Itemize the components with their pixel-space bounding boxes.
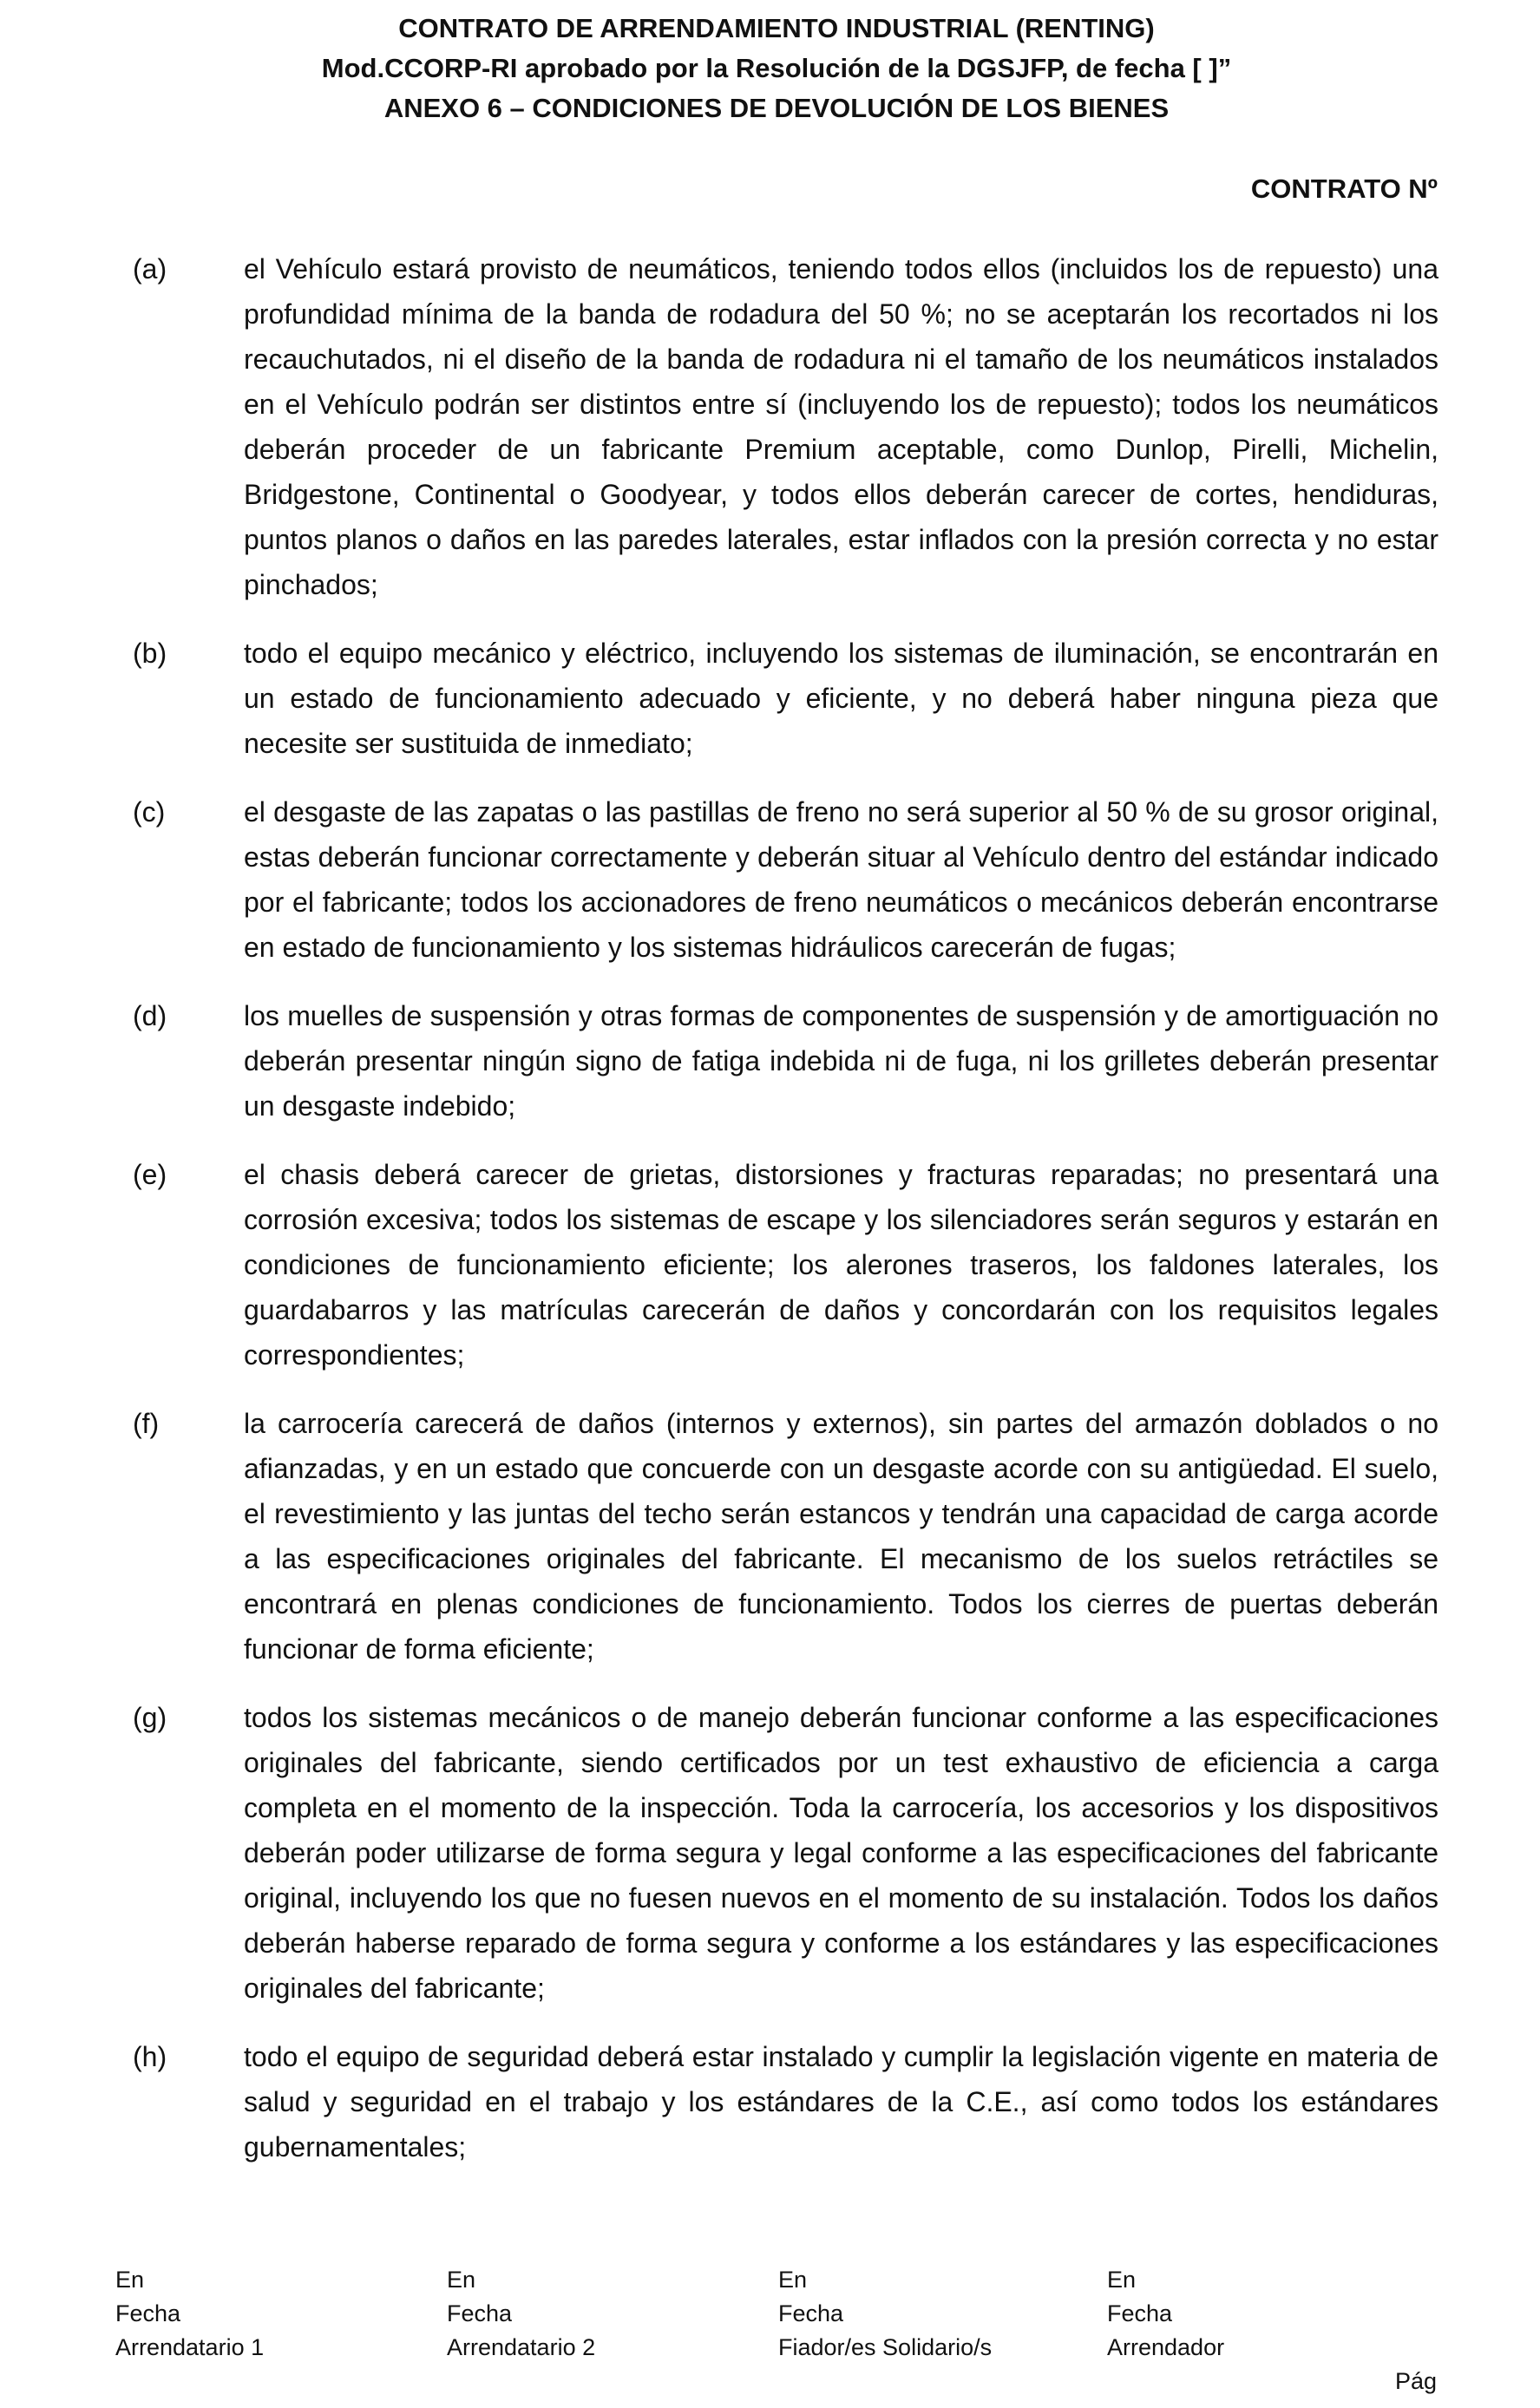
clause-label: (g) [133,1702,167,1733]
signature-role: Arrendador [1107,2334,1225,2360]
clause-text: el desgaste de las zapatas o las pastillas de freno no será superior al 50 % de su grosor original, estas deberán funcionar correctamente y deberán situar al Vehículo dentro del estándar indicado por el fabricante; todos los accionadores de freno neumáticos o mecánicos deberán encontrarse en estado de funcionamiento y los sistemas hidráulicos carecerán de fugas; [244,796,1438,963]
clause-g [133,1695,1438,2011]
clause-list [133,246,1438,2193]
clause-text: los muelles de suspensión y otras formas de componentes de suspensión y de amortiguación no deberán presentar ningún signo de fatiga indebida ni de fuga, ni los grilletes deberán presentar un desgaste indebido; [244,1000,1438,1122]
signature-place: En [447,2267,476,2293]
clause-text: el Vehículo estará provisto de neumáticos, teniendo todos ellos (incluidos los de repuesto) una profundidad mínima de la banda de rodadura del 50 %; no se aceptarán los recortados ni los recauchutados, ni el diseño de la banda de rodadura ni el tamaño de los neumáticos instalados en el Vehículo podrán ser distintos entre sí (incluyendo los de repuesto); todos los neumáticos deberán proceder de un fabricante Premium aceptable, como Dunlop, Pirelli, Michelin, Bridgestone, Continental o Goodyear, y todos ellos deberán carecer de cortes, hendiduras, puntos planos o daños en las paredes laterales, estar inflados con la presión correcta y no estar pinchados; [244,253,1438,600]
clause-h [133,2034,1438,2169]
clause-label: (b) [133,638,167,669]
clause-d [133,993,1438,1129]
signature-arrendatario-2 [447,2263,777,2365]
clause-label: (f) [133,1408,160,1439]
clause-text: todo el equipo mecánico y eléctrico, incluyendo los sistemas de iluminación, se encontrarán en un estado de funcionamiento adecuado y eficiente, y no deberá haber ninguna pieza que necesite ser sustituida de inmediato; [244,638,1438,759]
signature-place: En [778,2267,808,2293]
contract-number-label: CONTRATO Nº [1250,173,1438,204]
signature-role: Arrendatario 1 [115,2334,265,2360]
clause-text: todo el equipo de seguridad deberá estar instalado y cumplir la legislación vigente en materia de salud y seguridad en el trabajo y los estándares de la C.E., así como todos los estándares gubernamentales; [244,2041,1438,2163]
clause-c [133,789,1438,970]
signature-place: En [115,2267,145,2293]
signature-arrendatario-1 [115,2263,445,2365]
clause-label: (d) [133,1000,167,1031]
header-title: CONTRATO DE ARRENDAMIENTO INDUSTRIAL (RENTING) [398,13,1155,43]
signature-arrendador [1107,2263,1437,2365]
signature-fiador [778,2263,1108,2365]
clause-f [133,1401,1438,1672]
page-number-label: Pág [1394,2368,1437,2394]
signature-place: En [1107,2267,1137,2293]
signature-role: Fiador/es Solidario/s [778,2334,993,2360]
clause-label: (h) [133,2041,167,2072]
signature-date: Fecha [778,2300,844,2326]
signature-date: Fecha [1107,2300,1173,2326]
signature-date: Fecha [115,2300,181,2326]
clause-label: (e) [133,1159,167,1190]
clause-a [133,246,1438,607]
clause-label: (c) [133,796,166,828]
clause-text: todos los sistemas mecánicos o de manejo deberán funcionar conforme a las especificaciones originales del fabricante, siendo certificados por un test exhaustivo de eficiencia a carga completa en el momento de la inspección. Toda la carrocería, los accesorios y los dispositivos deberán poder utilizarse de forma segura y legal conforme a las especificaciones del fabricante original, incluyendo los que no fuesen nuevos en el momento de su instalación. Todos los daños deberán haberse reparado de forma segura y conforme a los estándares y las especificaciones originales del fabricante; [244,1702,1438,2004]
clause-label: (a) [133,253,167,285]
signature-date: Fecha [447,2300,513,2326]
header-model: Mod.CCORP-RI aprobado por la Resolución de la DGSJFP, de fecha [ ]” [321,53,1232,83]
document-header [0,9,1540,128]
clause-e [133,1152,1438,1377]
clause-b [133,631,1438,766]
clause-text: el chasis deberá carecer de grietas, distorsiones y fracturas reparadas; no presentará una corrosión excesiva; todos los sistemas de escape y los silenciadores serán seguros y estarán en condiciones de funcionamiento eficiente; los alerones traseros, los faldones laterales, los guardabarros y las matrículas carecerán de daños y concordarán con los requisitos legales correspondientes; [244,1159,1438,1371]
header-annex: ANEXO 6 – CONDICIONES DE DEVOLUCIÓN DE LOS BIENES [383,93,1170,123]
clause-text: la carrocería carecerá de daños (internos y externos), sin partes del armazón doblados o no afianzadas, y en un estado que concuerde con un desgaste acorde con su antigüedad. El suelo, el revestimiento y las juntas del techo serán estancos y tendrán una capacidad de carga acorde a las especificaciones originales del fabricante. El mecanismo de los suelos retráctiles se encontrará en plenas condiciones de funcionamiento. Todos los cierres de puertas deberán funcionar de forma eficiente; [244,1408,1438,1665]
signature-role: Arrendatario 2 [447,2334,596,2360]
